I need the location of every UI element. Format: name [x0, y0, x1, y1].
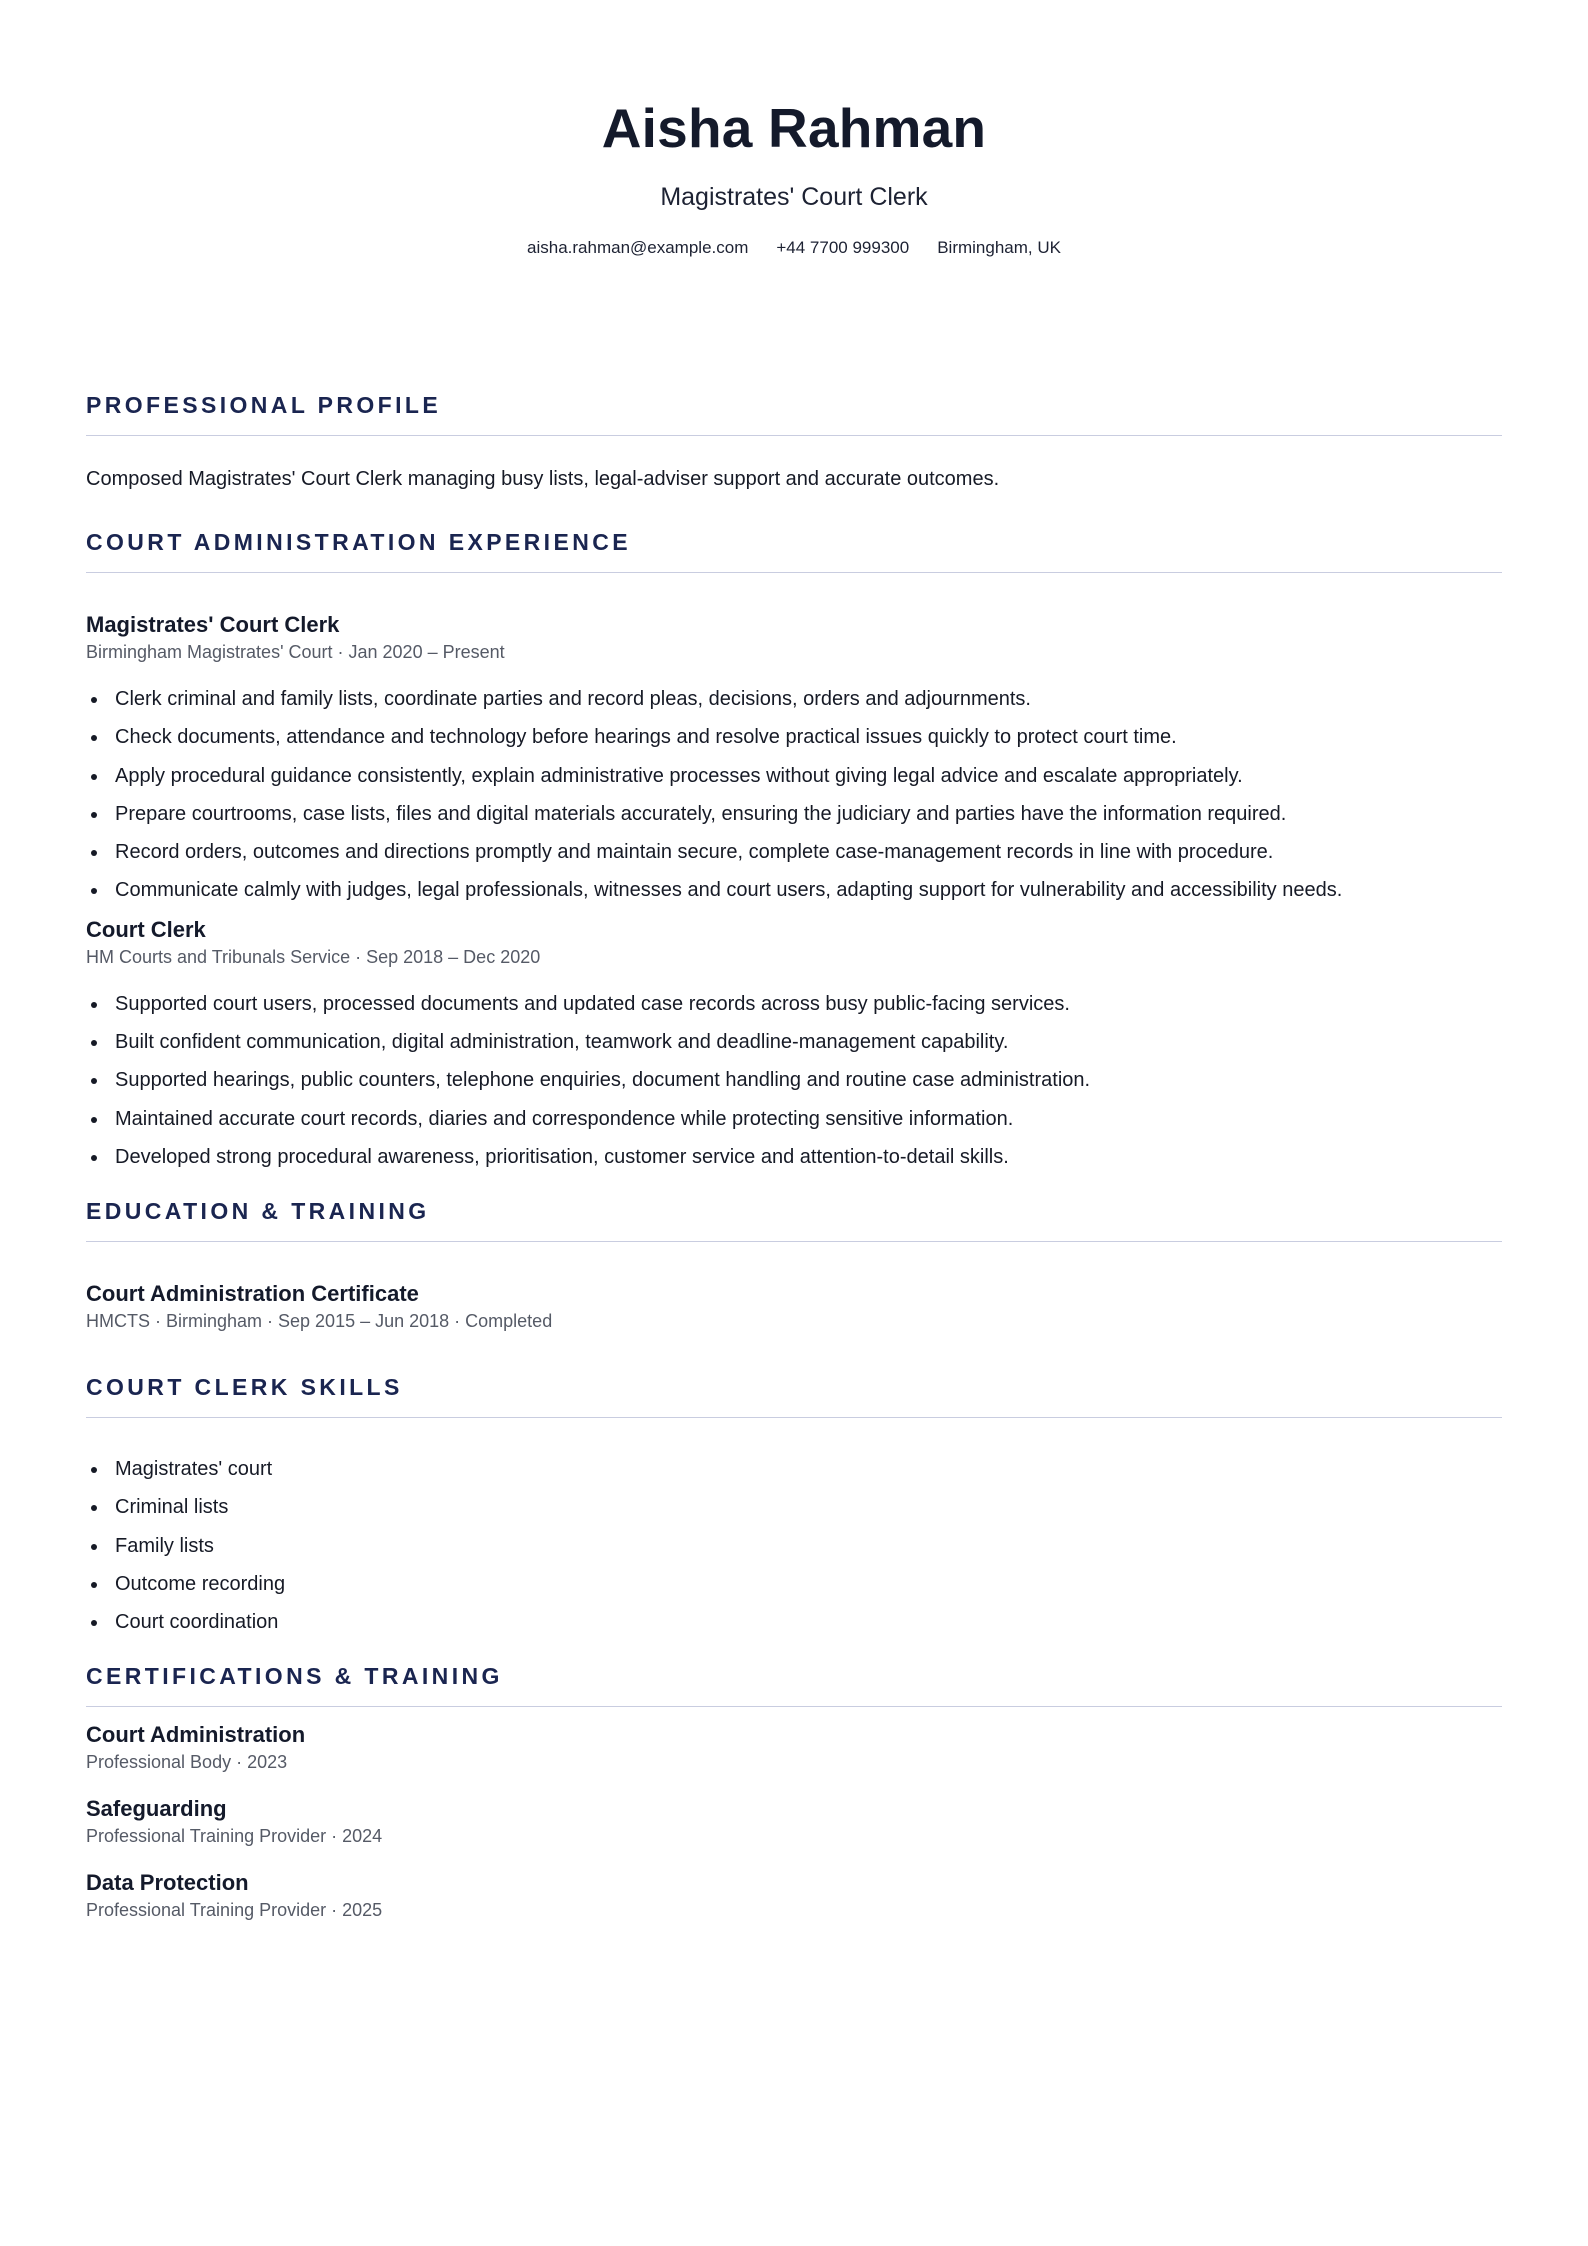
section-profile	[86, 391, 1502, 492]
skills-list	[86, 1456, 1502, 1635]
section-title: COURT ADMINISTRATION EXPERIENCE	[86, 529, 631, 555]
section-divider	[86, 1417, 1502, 1418]
education-meta: HMCTS · Birmingham · Sep 2015 – Jun 2018 · Completed	[86, 1310, 553, 1331]
bullet-item: Supported court users, processed documents and updated case records across busy public-facing services.	[86, 991, 1502, 1017]
contact-email[interactable]: aisha.rahman@example.com	[527, 238, 749, 257]
cert-meta: Professional Training Provider · 2025	[86, 1900, 383, 1921]
candidate-name: Aisha Rahman	[601, 97, 987, 159]
section-divider	[86, 572, 1502, 573]
cert-entry	[86, 1795, 1502, 1848]
cert-entry	[86, 1869, 1502, 1922]
bullet-item: Check documents, attendance and technology before hearings and resolve practical issues quickly to protect court time.	[86, 724, 1502, 750]
section-certifications	[86, 1662, 1502, 1922]
job-entry	[86, 611, 1502, 903]
section-skills	[86, 1373, 1502, 1635]
job-title: Court Clerk	[86, 916, 206, 942]
job-bullets	[86, 991, 1502, 1170]
skill-item: Family lists	[86, 1533, 1502, 1559]
bullet-item: Maintained accurate court records, diaries and correspondence while protecting sensitive information.	[86, 1106, 1502, 1132]
section-education	[86, 1197, 1502, 1333]
job-entry	[86, 916, 1502, 1170]
section-title: CERTIFICATIONS & TRAINING	[86, 1663, 503, 1690]
resume-header	[86, 0, 1502, 258]
skill-item: Court coordination	[86, 1609, 1502, 1635]
education-entry	[86, 1280, 1502, 1333]
skill-item: Magistrates' court	[86, 1456, 1502, 1482]
bullet-item: Built confident communication, digital administration, teamwork and deadline-management capability.	[86, 1029, 1502, 1055]
cert-meta: Professional Body · 2023	[86, 1752, 288, 1773]
contact-location: Birmingham, UK	[937, 238, 1061, 257]
cert-entry	[86, 1721, 1502, 1774]
section-divider	[86, 1241, 1502, 1242]
skill-item: Outcome recording	[86, 1571, 1502, 1597]
candidate-role: Magistrates' Court Clerk	[660, 183, 928, 211]
cert-meta: Professional Training Provider · 2024	[86, 1826, 383, 1847]
job-meta: HM Courts and Tribunals Service · Sep 2018 – Dec 2020	[86, 946, 541, 967]
profile-text: Composed Magistrates' Court Clerk managing busy lists, legal-adviser support and accurate outcomes.	[86, 468, 1000, 490]
contact-line	[86, 238, 1502, 258]
job-meta: Birmingham Magistrates' Court · Jan 2020 – Present	[86, 642, 505, 662]
cert-title: Data Protection	[86, 1870, 249, 1896]
cert-title: Safeguarding	[86, 1796, 227, 1822]
education-title: Court Administration Certificate	[86, 1280, 419, 1306]
section-title: PROFESSIONAL PROFILE	[86, 392, 442, 418]
section-title: EDUCATION & TRAINING	[86, 1197, 430, 1224]
bullet-item: Clerk criminal and family lists, coordinate parties and record pleas, decisions, orders and adjournments.	[86, 686, 1502, 712]
section-divider	[86, 435, 1502, 436]
bullet-item: Apply procedural guidance consistently, explain administrative processes without giving legal advice and escalate appropriately.	[86, 763, 1502, 789]
cert-title: Court Administration	[86, 1722, 306, 1748]
bullet-item: Supported hearings, public counters, telephone enquiries, document handling and routine case administration.	[86, 1067, 1502, 1093]
skill-item: Criminal lists	[86, 1494, 1502, 1520]
job-title: Magistrates' Court Clerk	[86, 612, 340, 637]
bullet-item: Prepare courtrooms, case lists, files and digital materials accurately, ensuring the judiciary and parties have the information required.	[86, 801, 1502, 827]
contact-phone[interactable]: +44 7700 999300	[776, 238, 910, 257]
section-divider	[86, 1706, 1502, 1707]
section-title: COURT CLERK SKILLS	[86, 1373, 403, 1400]
bullet-item: Developed strong procedural awareness, prioritisation, customer service and attention-to-detail skills.	[86, 1144, 1502, 1170]
job-bullets	[86, 686, 1502, 903]
bullet-item: Communicate calmly with judges, legal professionals, witnesses and court users, adapting support for vulnerability and accessibility needs.	[86, 877, 1502, 903]
section-experience	[86, 528, 1502, 1170]
bullet-item: Record orders, outcomes and directions promptly and maintain secure, complete case-management records in line with procedure.	[86, 839, 1502, 865]
